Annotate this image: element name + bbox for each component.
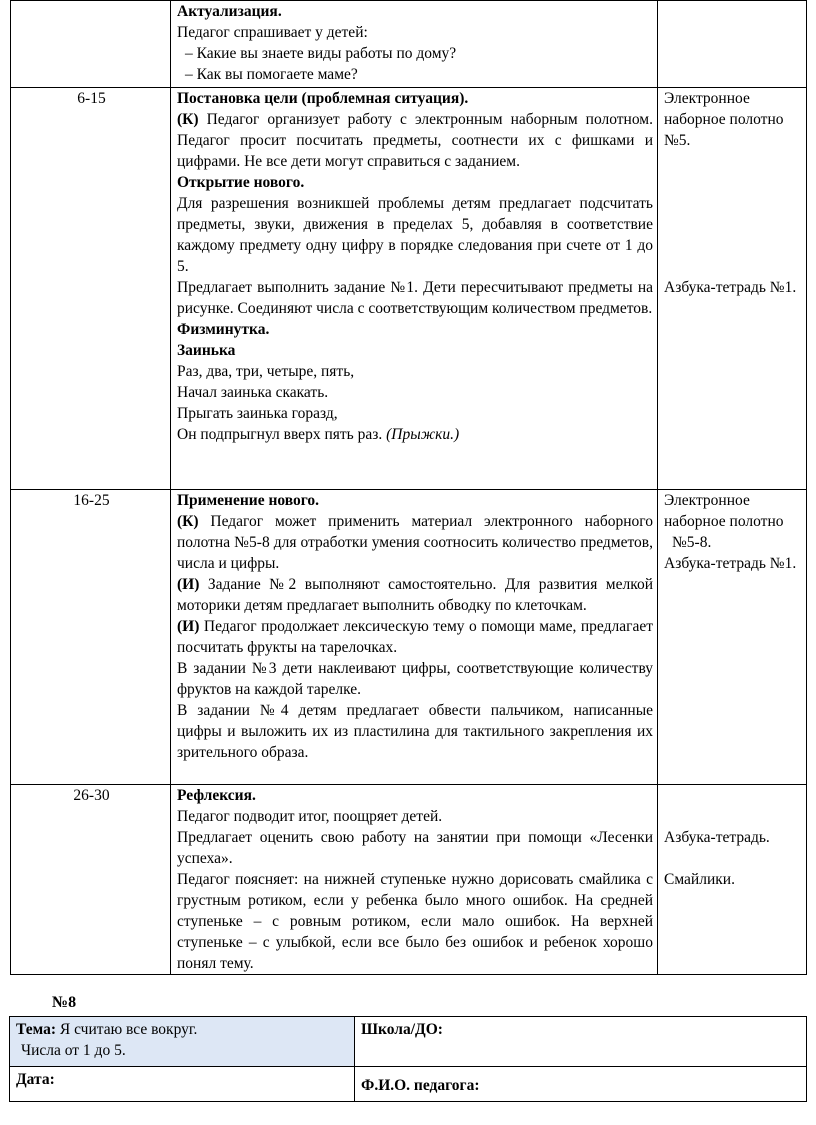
resource-item: Азбука-тетрадь. [664,829,770,846]
section-heading: Постановка цели (проблемная ситуация). [177,90,469,107]
resource-item: Электронное наборное полотно №5. [664,90,784,149]
paragraph: Предлагает выполнить задание №1. Дети пересчитывают предметы на рисунке. Соединяют числа с соответствующим количеством предметов. [177,279,653,317]
resource-item: Азбука-тетрадь №1. [664,279,797,296]
time-cell: 16-25 [11,490,171,785]
table-row [10,1017,807,1067]
resource-item: Азбука-тетрадь №1. [664,555,797,572]
table-row [11,785,807,975]
poem-line: Прыгать заинька горазд, [177,405,338,422]
poem-title: Заинька [177,342,236,359]
paragraph: Педагог спрашивает у детей: [177,24,368,41]
mode-marker: (К) [177,513,199,530]
mode-marker: (К) [177,111,199,128]
poem-line: Раз, два, три, четыре, пять, [177,363,355,380]
resources-cell [658,1,807,88]
lesson-plan-table [10,0,807,975]
lesson-info-table [9,1016,807,1102]
activity-cell [171,88,658,490]
paragraph [177,616,653,658]
resources-cell [658,88,807,490]
resource-item: Электронное наборное полотно [664,492,784,530]
paragraph: Педагог подводит итог, поощряет детей. [177,808,443,825]
resources-cell [658,490,807,785]
paragraph-text: Педагог организует работу с электронным наборным полотном. Педагог просит посчитать предметы, соотнести их с фишками и цифрами. Не все дети могут справиться с заданием. [177,111,653,170]
stage-direction: (Прыжки.) [386,426,460,443]
paragraph-text: Педагог продолжает лексическую тему о помощи маме, предлагает посчитать фрукты на тарелочках. [177,618,653,656]
paragraph: В задании №4 детям предлагает обвести пальчиком, написанные цифры и выложить их из пластилина для тактильного закрепления их зрительного образа. [177,702,653,761]
resources-cell [658,785,807,975]
paragraph-text: Педагог может применить материал электронного наборного полотна №5-8 для отработки умения соотносить количество предметов, числа и цифры. [177,513,653,572]
school-cell [355,1017,807,1067]
paragraph: Педагог поясняет: на нижней ступеньке нужно дорисовать смайлика с грустным ротиком, если у ребенка было много ошибок. На средней ступеньке – с ровным ротиком, если мало ошибок. На верхней ступеньке – с улыбкой, если все было без ошибок и ребенок хорошо понял тему. [177,871,653,972]
paragraph-text: Задание №2 выполняют самостоятельно. Для развития мелкой моторики детям предлагает выполнить обводку по клеточкам. [177,576,653,614]
poem-line-text: Он подпрыгнул вверх пять раз. [177,426,387,443]
section-heading: Физминутка. [177,321,270,338]
mode-marker: (И) [177,576,200,593]
paragraph: В задании №3 дети наклеивают цифры, соответствующие количеству фруктов на каждой тарелке. [177,660,653,698]
school-label: Школа/ДО: [361,1021,443,1038]
time-cell [11,1,171,88]
teacher-cell [355,1067,807,1102]
paragraph: Для разрешения возникшей проблемы детям предлагает подсчитать предметы, звуки, движения в пределах 5, добавляя в соответствие каждому предмету одну цифру в порядке следования при счете от 1 до 5. [177,195,653,275]
date-cell [10,1067,355,1102]
resource-item: №5-8. [672,534,712,551]
paragraph [177,574,653,616]
section-number: №8 [52,994,77,1011]
table-row [11,88,807,490]
date-label: Дата: [16,1071,55,1088]
mode-marker: (И) [177,618,200,635]
section-heading: Рефлексия. [177,787,256,804]
activity-cell [171,1,658,88]
section-heading: Актуализация. [177,3,282,20]
teacher-label: Ф.И.О. педагога: [361,1077,480,1094]
topic-value: Я считаю все вокруг. [56,1021,198,1038]
topic-cell [10,1017,355,1067]
table-row [11,490,807,785]
time-cell: 26-30 [11,785,171,975]
poem-line [177,424,653,445]
resource-item: Смайлики. [664,871,735,888]
table-row [10,1067,807,1102]
list-item: – Какие вы знаете виды работы по дому? [185,45,457,62]
paragraph: Предлагает оценить свою работу на занятии при помощи «Лесенки успеха». [177,829,653,867]
poem-line: Начал заинька скакать. [177,384,329,401]
activity-cell [171,785,658,975]
list-item: – Как вы помогаете маме? [185,66,358,83]
topic-label: Тема: [16,1021,56,1038]
paragraph [177,511,653,574]
section-heading: Открытие нового. [177,174,305,191]
table-row [11,1,807,88]
topic-value-line2: Числа от 1 до 5. [21,1042,126,1059]
time-cell: 6-15 [11,88,171,490]
activity-cell [171,490,658,785]
section-heading: Применение нового. [177,492,320,509]
paragraph [177,109,653,172]
